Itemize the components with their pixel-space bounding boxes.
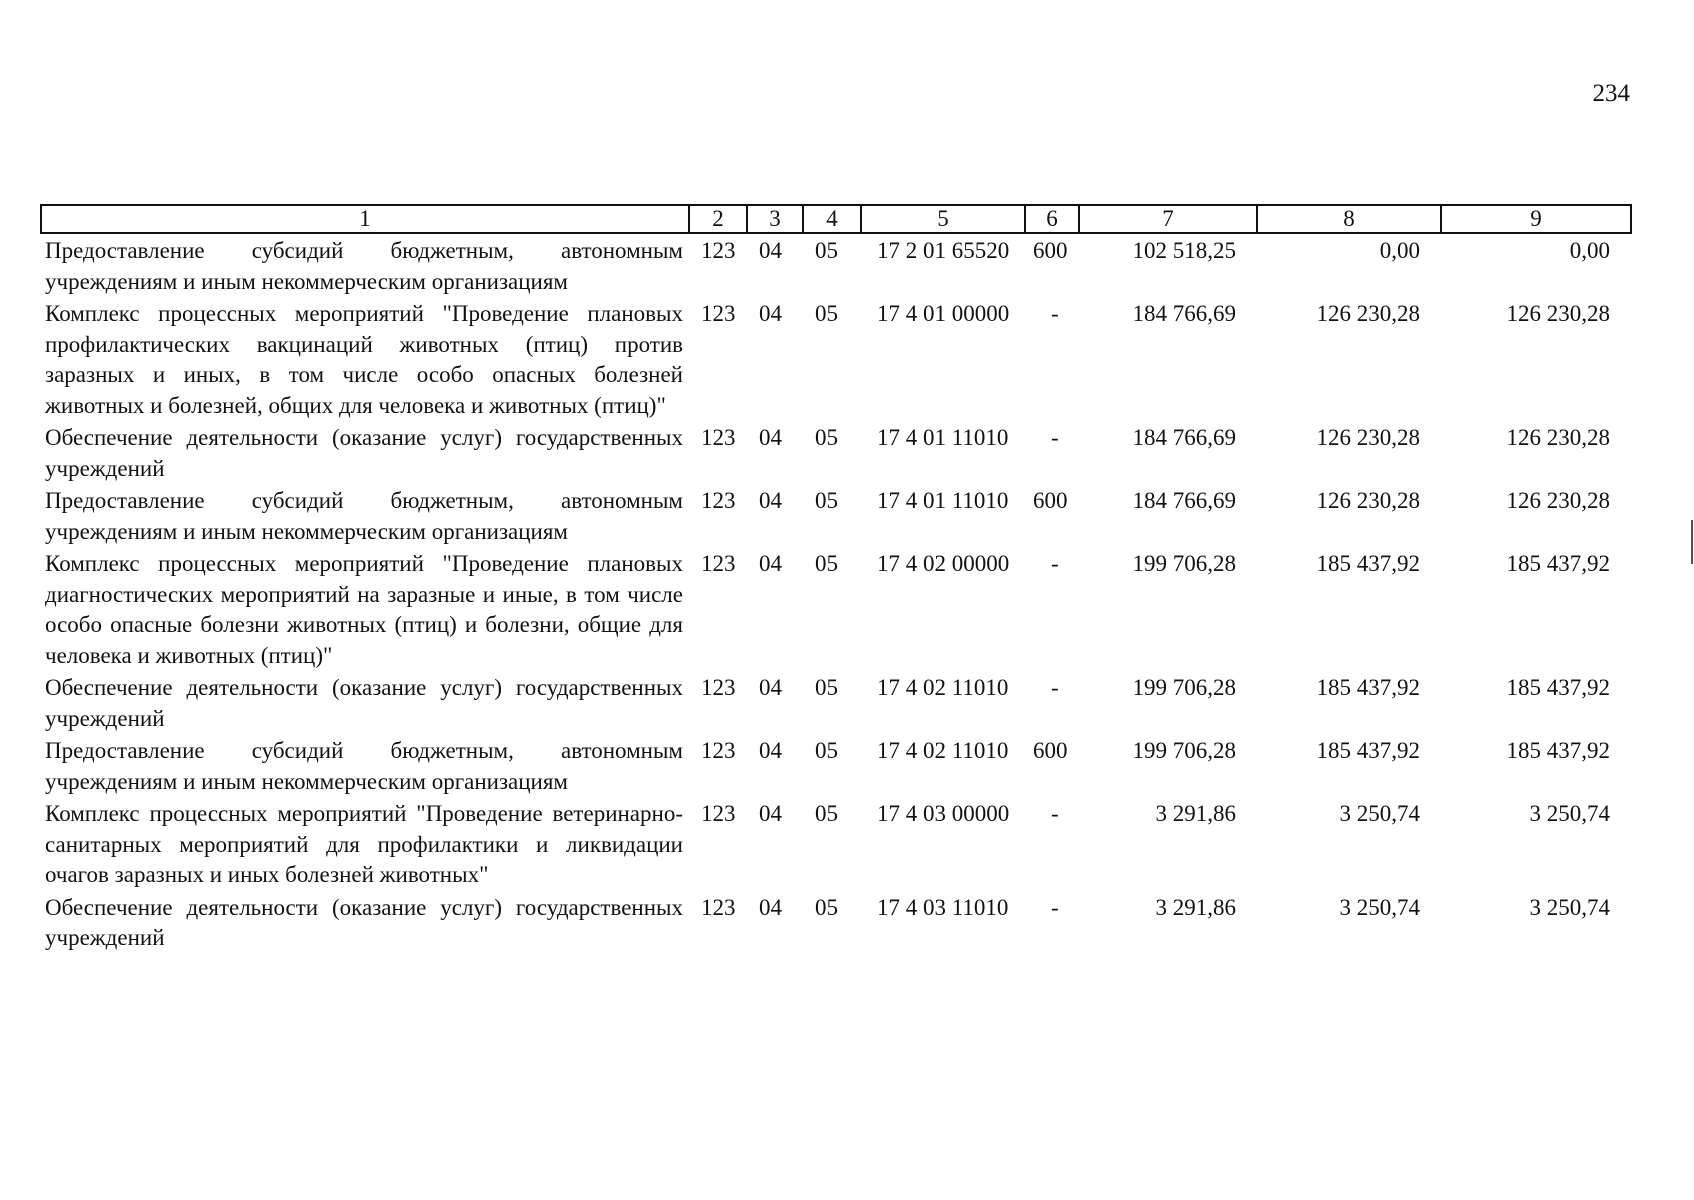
value-col-7: 102 518,25 [1132, 238, 1236, 263]
code-col-6: 600 [1033, 738, 1068, 763]
scan-margin-mark [1691, 520, 1693, 564]
row-name: Обеспечение деятельности (оказание услуг) государственных учреждений [45, 675, 683, 731]
table-row [41, 233, 1631, 297]
value-col-8: 185 437,92 [1316, 675, 1420, 700]
code-col-4: 05 [815, 488, 838, 513]
code-col-5: 17 4 01 11010 [877, 425, 1009, 450]
table-row [41, 797, 1631, 891]
code-col-6: - [1051, 301, 1059, 326]
code-col-4: 05 [815, 738, 838, 763]
code-col-5: 17 4 02 00000 [877, 551, 1010, 576]
code-col-2: 123 [701, 425, 736, 450]
code-col-6: - [1051, 675, 1059, 700]
header-col-2: 2 [689, 205, 747, 233]
value-col-9: 126 230,28 [1506, 425, 1610, 450]
header-col-6: 6 [1025, 205, 1079, 233]
code-col-6: - [1051, 551, 1059, 576]
row-name: Обеспечение деятельности (оказание услуг) государственных учреждений [45, 894, 683, 950]
value-col-7: 184 766,69 [1132, 425, 1236, 450]
code-col-6: 600 [1033, 488, 1068, 513]
value-col-9: 185 437,92 [1506, 551, 1610, 576]
value-col-9: 3 250,74 [1529, 801, 1610, 826]
value-col-8: 126 230,28 [1316, 425, 1420, 450]
value-col-7: 184 766,69 [1132, 488, 1236, 513]
code-col-3: 04 [759, 738, 782, 763]
table-row [41, 671, 1631, 734]
code-col-2: 123 [701, 238, 736, 263]
budget-table [40, 204, 1632, 954]
value-col-9: 185 437,92 [1506, 675, 1610, 700]
row-name: Комплекс процессных мероприятий "Проведение плановых профилактических вакцинаций животных (птиц) против заразных и иных, в том числе особо опасных болезней животных и болезней, общих для человека и животных (птиц)" [45, 301, 683, 418]
code-col-4: 05 [815, 894, 838, 920]
value-col-9: 185 437,92 [1506, 738, 1610, 763]
value-col-9: 126 230,28 [1506, 488, 1610, 513]
row-name: Предоставление субсидий бюджетным, автономным учреждениям и иным некоммерческим организациям [45, 738, 683, 794]
code-col-3: 04 [759, 488, 782, 513]
value-col-8: 185 437,92 [1316, 738, 1420, 763]
value-col-7: 199 706,28 [1132, 675, 1236, 700]
code-col-2: 123 [701, 675, 736, 700]
row-name: Предоставление субсидий бюджетным, автономным учреждениям и иным некоммерческим организациям [45, 238, 683, 294]
code-col-4: 05 [815, 551, 838, 576]
row-name: Предоставление субсидий бюджетным, автономным учреждениям и иным некоммерческим организациям [45, 488, 683, 544]
code-col-2: 123 [701, 551, 736, 576]
code-col-5: 17 4 03 11010 [877, 894, 1009, 920]
value-col-9: 126 230,28 [1506, 301, 1610, 326]
code-col-4: 05 [815, 801, 838, 826]
code-col-6: - [1051, 801, 1059, 826]
code-col-2: 123 [701, 488, 736, 513]
row-name: Комплекс процессных мероприятий "Проведение плановых диагностических мероприятий на заразные и иные, в том числе особо опасные болезни животных (птиц) и болезни, общие для человека и животных (птиц)" [45, 551, 683, 668]
code-col-3: 04 [759, 894, 782, 920]
value-col-7: 3 291,86 [1155, 801, 1236, 826]
code-col-4: 05 [815, 425, 838, 450]
code-col-3: 04 [759, 801, 782, 826]
code-col-3: 04 [759, 425, 782, 450]
code-col-3: 04 [759, 301, 782, 326]
code-col-2: 123 [701, 301, 736, 326]
value-col-8: 126 230,28 [1316, 301, 1420, 326]
code-col-6: - [1051, 425, 1059, 450]
code-col-5: 17 4 03 00000 [877, 801, 1010, 826]
value-col-7: 199 706,28 [1132, 738, 1236, 763]
page-number: 234 [1592, 80, 1630, 107]
code-col-5: 17 2 01 65520 [877, 238, 1010, 263]
code-col-2: 123 [701, 801, 736, 826]
header-col-9: 9 [1441, 205, 1631, 233]
header-row [41, 205, 1631, 233]
value-col-9: 3 250,74 [1529, 894, 1610, 920]
header-col-4: 4 [803, 205, 861, 233]
code-col-5: 17 4 02 11010 [877, 738, 1009, 763]
table-row [41, 891, 1631, 954]
header-col-1: 1 [41, 205, 689, 233]
table-row [41, 734, 1631, 797]
code-col-3: 04 [759, 238, 782, 263]
code-col-5: 17 4 01 00000 [877, 301, 1010, 326]
table-row [41, 484, 1631, 547]
row-name: Обеспечение деятельности (оказание услуг) государственных учреждений [45, 425, 683, 481]
code-col-5: 17 4 01 11010 [877, 488, 1009, 513]
table-body [41, 233, 1631, 954]
value-col-7: 199 706,28 [1132, 551, 1236, 576]
table-row [41, 421, 1631, 484]
code-col-3: 04 [759, 551, 782, 576]
value-col-8: 0,00 [1379, 238, 1420, 263]
code-col-3: 04 [759, 675, 782, 700]
code-col-2: 123 [701, 894, 736, 920]
value-col-9: 0,00 [1569, 238, 1610, 263]
code-col-4: 05 [815, 675, 838, 700]
code-col-4: 05 [815, 301, 838, 326]
header-col-8: 8 [1257, 205, 1441, 233]
code-col-6: - [1051, 894, 1059, 920]
header-col-5: 5 [861, 205, 1025, 233]
code-col-5: 17 4 02 11010 [877, 675, 1009, 700]
header-col-7: 7 [1079, 205, 1257, 233]
value-col-8: 126 230,28 [1316, 488, 1420, 513]
header-col-3: 3 [747, 205, 803, 233]
value-col-7: 184 766,69 [1132, 301, 1236, 326]
table-row [41, 547, 1631, 671]
value-col-8: 3 250,74 [1339, 894, 1420, 920]
value-col-7: 3 291,86 [1155, 894, 1236, 920]
code-col-4: 05 [815, 238, 838, 263]
value-col-8: 185 437,92 [1316, 551, 1420, 576]
code-col-6: 600 [1033, 238, 1068, 263]
row-name: Комплекс процессных мероприятий "Проведение ветеринарно-санитарных мероприятий для профилактики и ликвидации очагов заразных и иных болезней животных" [45, 801, 683, 887]
code-col-2: 123 [701, 738, 736, 763]
value-col-8: 3 250,74 [1339, 801, 1420, 826]
table-row [41, 297, 1631, 421]
